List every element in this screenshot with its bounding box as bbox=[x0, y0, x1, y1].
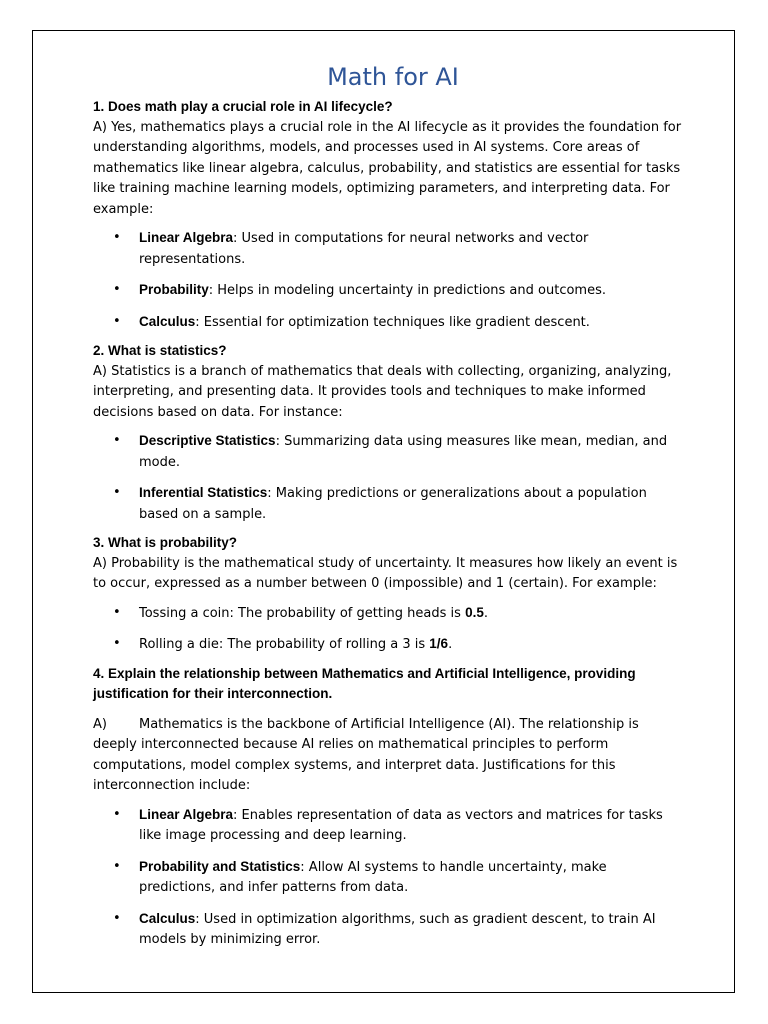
bullet-suffix: . bbox=[483, 605, 488, 621]
bullet-term: Probability and Statistics bbox=[139, 858, 301, 874]
bullet-icon: • bbox=[113, 910, 121, 926]
bullet-icon: • bbox=[113, 313, 121, 329]
section-4 bbox=[93, 664, 683, 951]
answer-1: A) Yes, mathematics plays a crucial role in the AI lifecycle as it provides the foundation for understanding algorithms, models, and processes used in AI systems. Core areas of mathematics like linear algebra, calculus, probability, and statistics are essential for tasks like training machine learning models, optimizing parameters, and interpreting data. For example: bbox=[93, 119, 682, 217]
list-item bbox=[93, 857, 683, 899]
list-item bbox=[93, 312, 683, 334]
answer-1-list bbox=[93, 228, 683, 333]
bullet-term: Inferential Statistics bbox=[139, 485, 268, 500]
list-item bbox=[93, 634, 683, 656]
answer-3: A) Probability is the mathematical study of uncertainty. It measures how likely an event is to occur, expressed as a number between 0 (impossible) and 1 (certain). For example: bbox=[93, 555, 678, 591]
bullet-text: Rolling a die: The probability of rolling a 3 is bbox=[139, 637, 430, 652]
question-1: 1. Does math play a crucial role in AI lifecycle? bbox=[93, 99, 393, 114]
bullet-text: : Essential for optimization techniques like gradient descent. bbox=[195, 314, 590, 330]
section-1 bbox=[93, 97, 683, 333]
answer-3-list bbox=[93, 603, 683, 656]
question-4: 4. Explain the relationship between Mathematics and Artificial Intelligence, providing justification for their interconnection. bbox=[93, 665, 636, 701]
bullet-term: Probability bbox=[139, 282, 209, 297]
bullet-icon: • bbox=[113, 604, 121, 620]
bullet-suffix: . bbox=[448, 637, 453, 652]
list-item bbox=[93, 909, 683, 951]
bullet-term: Calculus bbox=[139, 313, 196, 329]
list-item bbox=[93, 805, 683, 847]
question-3: 3. What is probability? bbox=[93, 535, 238, 550]
bullet-icon: • bbox=[113, 858, 121, 874]
list-item bbox=[93, 483, 683, 525]
bullet-text: Tossing a coin: The probability of getting heads is bbox=[139, 605, 466, 621]
list-item bbox=[93, 431, 683, 473]
list-item bbox=[93, 228, 683, 270]
bullet-icon: • bbox=[113, 806, 121, 822]
section-3 bbox=[93, 533, 683, 656]
section-2 bbox=[93, 341, 683, 525]
bullet-icon: • bbox=[113, 230, 121, 245]
bullet-text: : Used in computations for neural networks and vector representations. bbox=[139, 231, 589, 267]
bullet-text: : Making predictions or generalizations about a population based on a sample. bbox=[139, 486, 647, 522]
answer-4 bbox=[93, 715, 683, 797]
bullet-term: Calculus bbox=[139, 910, 196, 926]
answer-4-text: Mathematics is the backbone of Artificial Intelligence (AI). The relationship is deeply interconnected because AI relies on mathematical principles to perform computations, model complex systems, and interpret data. Justifications for this interconnection include: bbox=[93, 716, 639, 793]
document-body bbox=[93, 62, 683, 951]
bullet-term: Descriptive Statistics bbox=[139, 433, 276, 448]
list-item bbox=[93, 280, 683, 302]
list-item bbox=[93, 603, 683, 625]
bullet-text: : Enables representation of data as vectors and matrices for tasks like image processing and deep learning. bbox=[139, 807, 663, 843]
answer-4-list bbox=[93, 805, 683, 951]
probability-value: 1/6 bbox=[429, 636, 449, 651]
bullet-text: : Summarizing data using measures like mean, median, and mode. bbox=[139, 434, 668, 470]
answer-2: A) Statistics is a branch of mathematics that deals with collecting, organizing, analyzing, interpreting, and presenting data. It provides tools and techniques to make informed decisions based on data. For instance: bbox=[93, 363, 672, 420]
document-title: Math for AI bbox=[327, 63, 459, 91]
bullet-icon: • bbox=[113, 485, 121, 500]
answer-2-list bbox=[93, 431, 683, 525]
bullet-text: : Allow AI systems to handle uncertainty, make predictions, and infer patterns from data. bbox=[139, 859, 607, 895]
question-2: 2. What is statistics? bbox=[93, 343, 227, 358]
bullet-icon: • bbox=[113, 433, 121, 448]
bullet-text: : Helps in modeling uncertainty in predictions and outcomes. bbox=[208, 283, 606, 298]
bullet-term: Linear Algebra bbox=[139, 230, 234, 245]
answer-prefix: A) bbox=[93, 716, 107, 732]
bullet-icon: • bbox=[113, 282, 121, 297]
bullet-term: Linear Algebra bbox=[139, 806, 234, 822]
bullet-icon: • bbox=[113, 636, 121, 651]
probability-value: 0.5 bbox=[465, 604, 484, 620]
bullet-text: : Used in optimization algorithms, such as gradient descent, to train AI models by minimizing error. bbox=[139, 911, 656, 947]
